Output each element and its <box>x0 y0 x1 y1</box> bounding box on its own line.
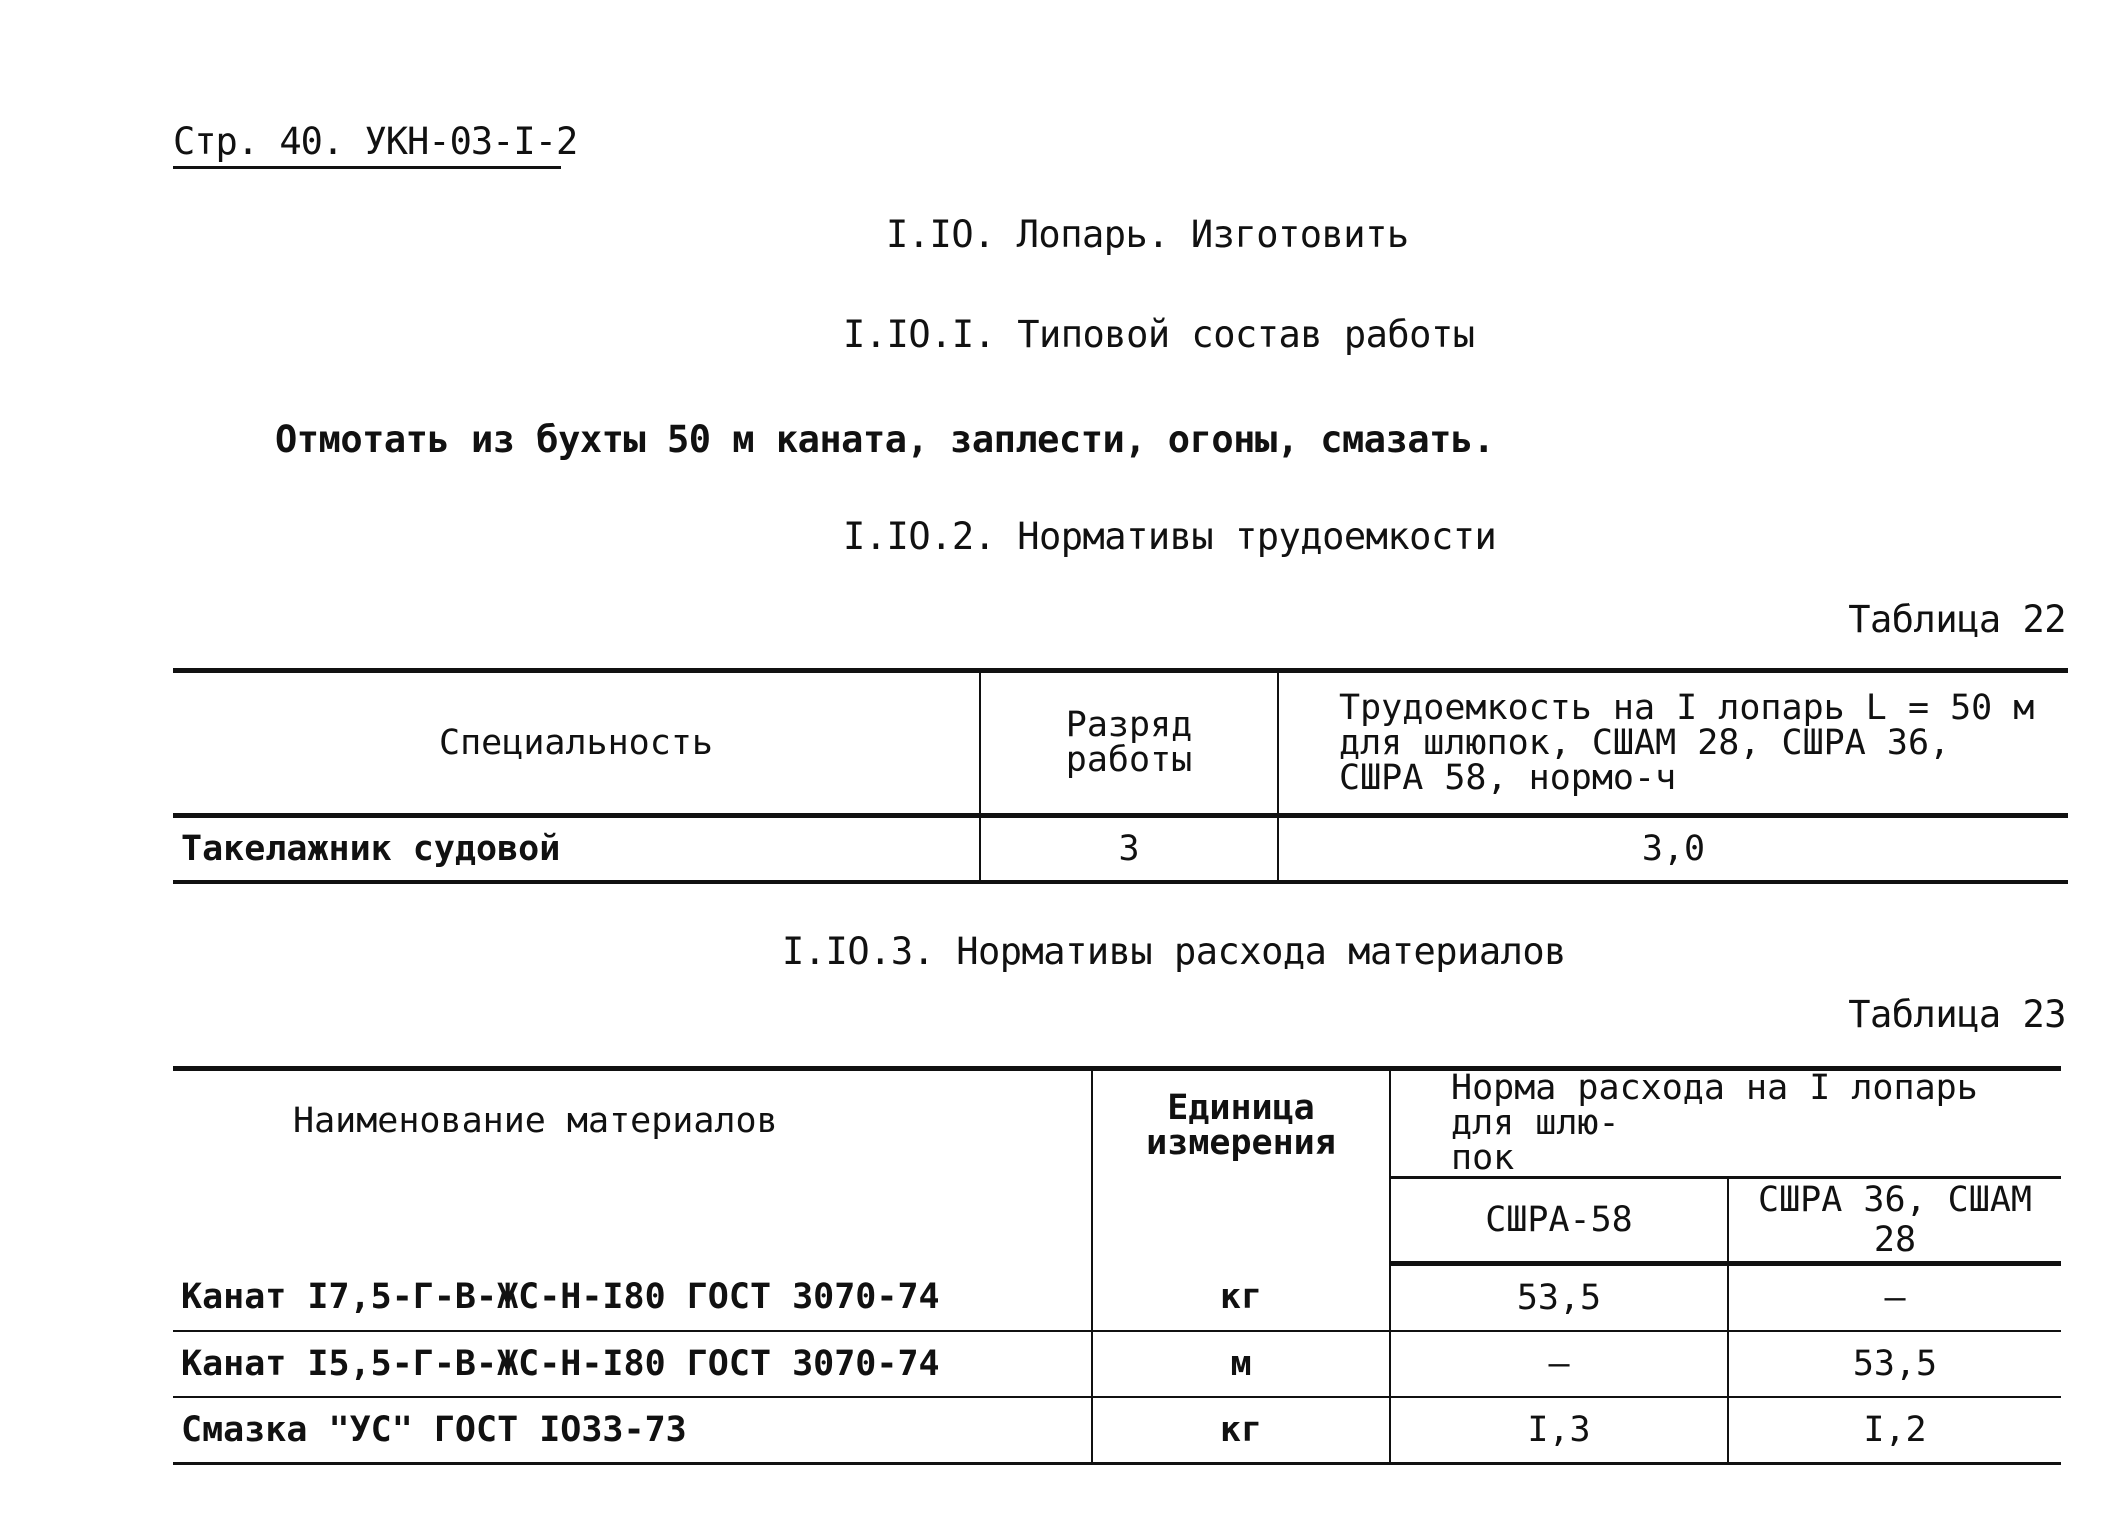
labor-cell: 3,0 <box>1278 816 2068 883</box>
value-a-cell: – <box>1390 1331 1728 1397</box>
labor-norms-table <box>173 668 2068 884</box>
work-composition-text: Отмотать из бухты 50 м каната, заплести, огоны, смазать. <box>275 418 1495 461</box>
value-a-cell: 53,5 <box>1390 1264 1728 1332</box>
table-row <box>173 1331 2061 1397</box>
value-b-cell: I,2 <box>1728 1397 2061 1464</box>
section-title: I.IO. Лопарь. Изготовить <box>886 213 1409 256</box>
page-header-underline <box>173 166 561 169</box>
unit-header: Единица измерения <box>1092 1069 1390 1264</box>
table-22-caption: Таблица 22 <box>1848 598 2066 641</box>
page-header: Стр. 40. УКН-03-I-2 <box>173 120 578 163</box>
value-a-cell: I,3 <box>1390 1397 1728 1464</box>
specialty-cell: Такелажник судовой <box>181 829 561 869</box>
table-row <box>173 1264 2061 1332</box>
labor-header: Трудоемкость на I лопарь L = 50 м для шлюпок, СШАМ 28, СШРА 36, СШРА 58, нормо-ч <box>1278 671 2068 816</box>
grade-cell: 3 <box>980 816 1278 883</box>
material-cell: Канат I7,5-Г-В-ЖС-Н-I80 ГОСТ 3070-74 <box>173 1264 1092 1332</box>
specialty-header: Специальность <box>173 671 980 816</box>
material-cell: Смазка "УС" ГОСТ IO33-73 <box>181 1410 687 1450</box>
work-composition-heading: I.IO.I. Типовой состав работы <box>843 313 1475 356</box>
materials-norms-table <box>173 1066 2061 1465</box>
col-b-header: СШРА 36, СШАМ 28 <box>1728 1178 2061 1264</box>
labor-heading: I.IO.2. Нормативы трудоемкости <box>843 515 1497 558</box>
unit-cell: м <box>1092 1331 1390 1397</box>
material-header: Наименование материалов <box>293 1101 778 1141</box>
material-cell: Канат I5,5-Г-В-ЖС-Н-I80 ГОСТ 3070-74 <box>173 1331 1092 1397</box>
table-row <box>173 816 2068 883</box>
unit-cell: кг <box>1092 1397 1390 1464</box>
col-a-header: СШРА-58 <box>1390 1178 1728 1264</box>
value-b-cell: 53,5 <box>1728 1331 2061 1397</box>
table-header-row <box>173 1069 2061 1178</box>
value-b-cell: – <box>1728 1264 2061 1332</box>
table-header-row <box>173 671 2068 816</box>
grade-header: Разряд работы <box>980 671 1278 816</box>
unit-cell: кг <box>1092 1264 1390 1332</box>
table-23-caption: Таблица 23 <box>1848 993 2066 1036</box>
table-row <box>173 1397 2061 1464</box>
norm-header: Норма расхода на I лопарь для шлю- пок <box>1390 1069 2061 1178</box>
materials-heading: I.IO.3. Нормативы расхода материалов <box>782 930 1566 973</box>
